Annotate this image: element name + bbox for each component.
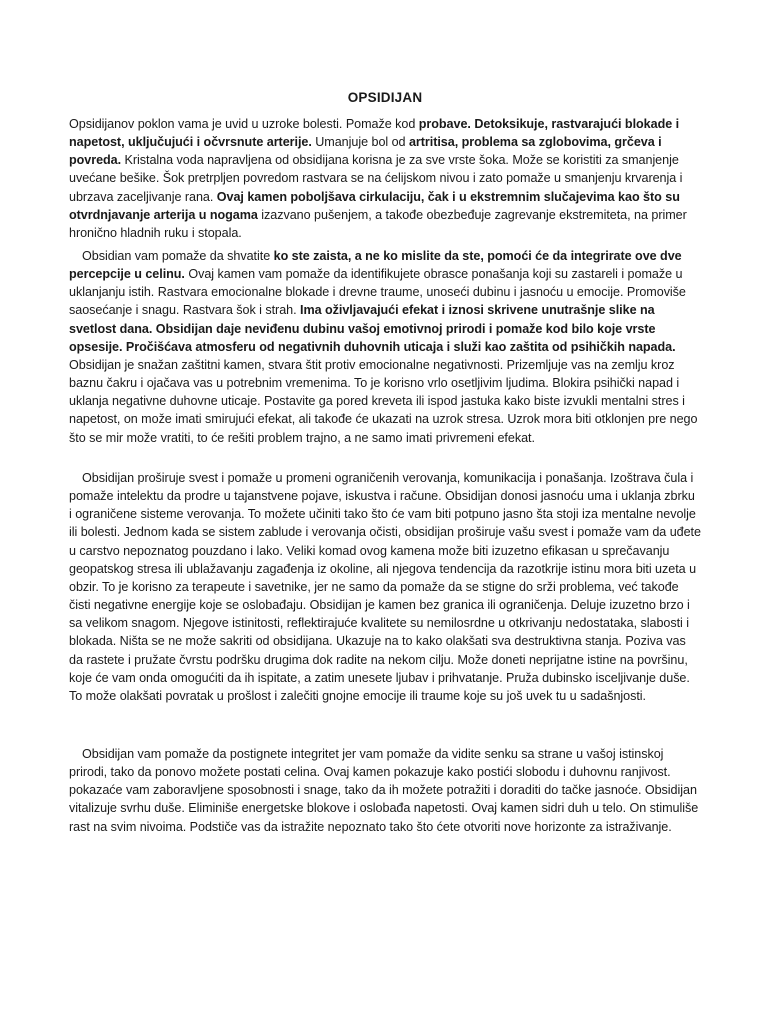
paragraph-4 [69,745,701,836]
text-run: Obsidijan proširuje svest i pomaže u promeni ograničenih verovanja, komunikacija i ponašanja. Izoštrava čula i pomaže intelektu da prodre u tajanstvene pojave, iskustva i račune. Obsidijan donosi jasnoću uma i uklanja zbrku i ograničene sisteme verovanja. To možete učiniti tako što će vam biti potpuno jasno šta stoji iza mentalne nevolje ili bolesti. Jednom kada se sistem zablude i verovanja očisti, obsidijan proširuje vašu svest i pomaže vam da uđete u carstvo nepoznatog pouzdano i lako. Veliki komad ovog kamena može biti izuzetno efikasan u sprečavanju geopatskog stresa ili ublažavanju zagađenja iz okoline, ali njegova tendencija da razotkrije istinu mora biti uzeta u obzir. To je korisno za terapeute i savetnike, jer ne samo da pomaže da se stigne do srži problema, već takođe čisti negativne energije koje se oslobađaju. Obsidijan je kamen bez granica ili ograničenja. Deluje izuzetno brzo i sa velikom snagom. Njegove istinitosti, reflektirajuće kvalitete su nemilosrdne u otkrivanju nedostataka, slabosti i blokada. Ništa se ne može sakriti od obsidijana. Ukazuje na to kako olakšati sva destruktivna stanja. Poziva vas da rastete i pružate čvrstu podršku drugima dok radite na nekom cilju. Može doneti neprijatne istine na površinu, koje će vam onda omogućiti da ih ispitate, a zatim unesete ljubav i prihvatanje. Pruža dubinsko isceljivanje duše. To može olakšati povratak u prošlost i zalečiti gnojne emocije ili traume koje su još uvek tu u sadašnjosti. [69,471,701,703]
bold-text-run: ko ste zaista, a ne ko mislite da ste, pomoći će da integrirate ove dve percepcije u celinu. [69,249,682,282]
bold-text-run: probave. Detoksikuje, rastvarajući blokade i napetost, uključujući i očvrsnute arterije. [69,117,680,150]
text-run: izazvano pušenjem, a takođe obezbeđuje zagrevanje ekstremiteta, na primer hronično hladnih ruku i stopala. [69,207,687,240]
text-run: Obsidijan je snažan zaštitni kamen, stvara štit protiv emocionalne negativnosti. Prizemljuje vas na zemlju kroz baznu čakru i ojačava vas u potrebnim vremenima. To je korisno vrlo osetljivim ljudima. Blokira psihički napad i uklanja negativne duhovne uticaje. Postavite ga pored kreveta ili ispod jastuka kako biste izvukli mentalni stres i napetost, on može imati smirujući efekat, ali takođe će ukazati na uzrok stresa. Uzrok mora biti otklonjen pre nego što se mir može vratiti, to će rešiti problem trajno, a ne samo imati privremeni efekat. [69,357,698,445]
document-title: OPSIDIJAN [347,90,423,105]
paragraph-2 [69,247,701,447]
text-run: Obsidijan vam pomaže da postignete integritet jer vam pomaže da vidite senku sa strane u vašoj istinskoj prirodi, tako da ponovo možete postati celina. Ovaj kamen pokazuje kako postići slobodu i duhovnu ranjivost. pokazaće vam zaboravljene sposobnosti i snage, tako da ih možete potražiti i doraditi do tačke jasnoće. Obsidijan vitalizuje svrhu duše. Eliminiše energetske blokove i oslobađa napetosti. Ovaj kamen sidri duh u telo. On stimuliše rast na svim nivoima. Podstiče vas da istražite nepoznato tako što ćete otvoriti nove horizonte za istraživanje. [69,747,699,834]
bold-text-run: Ovaj kamen poboljšava cirkulaciju, čak i u ekstremnim slučajevima kao što su otvrdnjavanje arterija u nogama [69,189,680,222]
paragraph-1 [69,115,701,242]
paragraph-3 [69,469,701,705]
text-run: Kristalna voda napravljena od obsidijana korisna je za sve vrste šoka. Može se koristiti za smanjenje uvećane bešike. Šok pretrpljen povredom rastvara se na ćelijskom nivou i zato pomaže u smanjenju krvarenja i ubrzava zaceljivanje rana. [69,153,683,204]
text-run: Ovaj kamen vam pomaže da identifikujete obrasce ponašanja koji su zastareli i pomaže u uklanjanju istih. Rastvara emocionalne blokade i drevne traume, unoseći dubinu i jasnoću u emocije. Promoviše saosećanje i snagu. Rastvara šok i strah. [69,267,686,318]
bold-text-run: artritisa, problema sa zglobovima, grčeva i povreda. [69,135,662,168]
text-run: Opsidijanov poklon vama je uvid u uzroke bolesti. Pomaže kod [69,117,419,131]
text-run: Obsidian vam pomaže da shvatite [82,249,274,263]
bold-text-run: Ima oživljavajući efekat i iznosi skrivene unutrašnje slike na svetlost dana. Obsidijan daje neviđenu dubinu vašoj emotivnoj prirodi i pomaže kod bilo koje vrste opsesije. Pročišćava atmosferu od negativnih duhovnih uticaja i služi kao zaštita od psihičkih napada. [69,303,676,354]
text-run: Umanjuje bol od [311,135,409,150]
